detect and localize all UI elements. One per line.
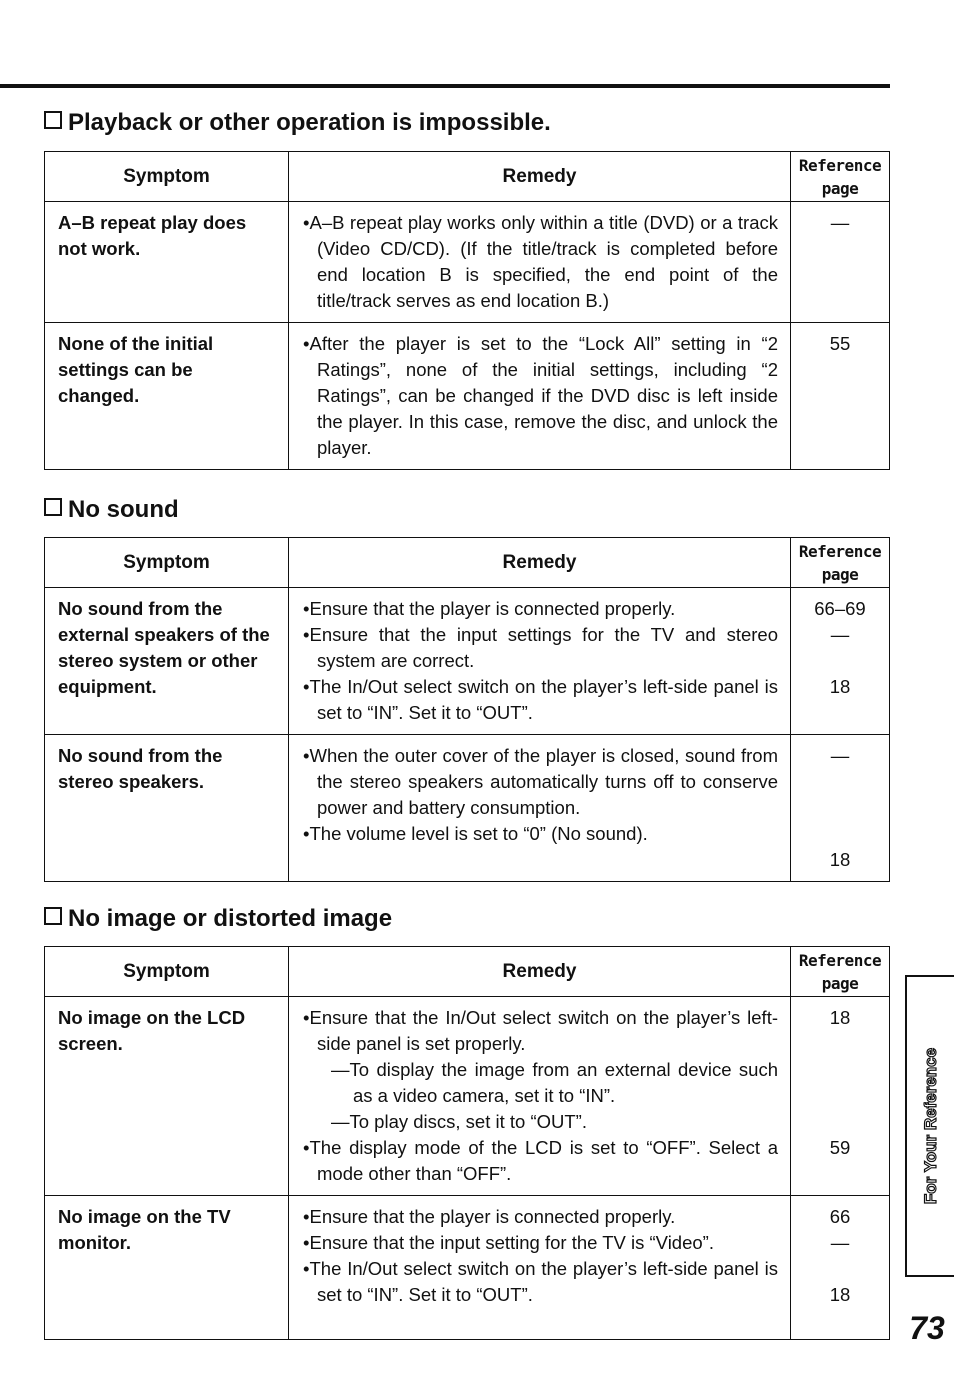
table-row: [45, 1196, 890, 1340]
side-tab-label: For Your Reference: [920, 1047, 940, 1205]
symptom-cell: No sound from the external speakers of the stereo system or other equipment.: [45, 588, 289, 735]
table-row: [45, 997, 890, 1196]
remedy-cell: •A–B repeat play works only within a title (DVD) or a track (Video CD/CD). (If the title/track is completed before end location B is specified, the end point of the title/track serves as end location B.): [289, 202, 791, 323]
reference-cell: 55: [791, 323, 890, 470]
table-row: [45, 323, 890, 470]
table-playback: [44, 151, 890, 470]
header-remedy: Remedy: [289, 538, 791, 588]
header-reference: Reference page: [791, 538, 890, 588]
reference-cell: — 18: [791, 735, 890, 882]
table-header-row: [45, 152, 890, 202]
symptom-cell: None of the initial settings can be changed.: [45, 323, 289, 470]
reference-cell: 18 59: [791, 997, 890, 1196]
top-rule: [0, 84, 890, 88]
header-remedy: Remedy: [289, 152, 791, 202]
header-symptom: Symptom: [45, 152, 289, 202]
table-header-row: [45, 538, 890, 588]
header-remedy: Remedy: [289, 947, 791, 997]
header-reference: Reference page: [791, 947, 890, 997]
table-no-sound: [44, 537, 890, 882]
remedy-cell: •Ensure that the player is connected properly. •Ensure that the input setting for the TV is “Video”. •The In/Out select switch on the player’s left-side panel is set to “IN”. Set it to “OUT”.: [289, 1196, 791, 1340]
table-row: [45, 202, 890, 323]
symptom-cell: A–B repeat play does not work.: [45, 202, 289, 323]
checkbox-square-icon: [44, 907, 62, 925]
table-no-image: [44, 946, 890, 1340]
header-symptom: Symptom: [45, 947, 289, 997]
checkbox-square-icon: [44, 111, 62, 129]
symptom-cell: No image on the LCD screen.: [45, 997, 289, 1196]
header-symptom: Symptom: [45, 538, 289, 588]
table-row: [45, 735, 890, 882]
remedy-cell: •Ensure that the In/Out select switch on the player’s left-side panel is set properly. —To display the image from an external device such as a video camera, set it to “IN”. —To play discs, set it to “OUT”. •The display mode of the LCD is set to “OFF”. Select a mode other than “OFF”.: [289, 997, 791, 1196]
remedy-cell: •After the player is set to the “Lock All” setting in “2 Ratings”, none of the initial settings, including “2 Ratings”, can be changed if the DVD disc is left inside the player. In this case, remove the disc, and unlock the player.: [289, 323, 791, 470]
section-title-no-image: No image or distorted image: [44, 904, 392, 934]
section-title-playback: Playback or other operation is impossible.: [44, 108, 551, 138]
reference-cell: 66–69 — 18: [791, 588, 890, 735]
page-number: 73: [909, 1310, 945, 1346]
symptom-cell: No image on the TV monitor.: [45, 1196, 289, 1340]
section-title-no-sound: No sound: [44, 495, 179, 525]
side-tab-for-your-reference: [905, 975, 954, 1277]
table-header-row: [45, 947, 890, 997]
symptom-cell: No sound from the stereo speakers.: [45, 735, 289, 882]
reference-cell: —: [791, 202, 890, 323]
remedy-cell: •Ensure that the player is connected properly. •Ensure that the input settings for the TV and stereo system are correct. •The In/Out select switch on the player’s left-side panel is set to “IN”. Set it to “OUT”.: [289, 588, 791, 735]
header-reference: Reference page: [791, 152, 890, 202]
reference-cell: 66 — 18: [791, 1196, 890, 1340]
remedy-cell: •When the outer cover of the player is closed, sound from the stereo speakers automatically turns off to conserve power and battery consumption. •The volume level is set to “0” (No sound).: [289, 735, 791, 882]
table-row: [45, 588, 890, 735]
checkbox-square-icon: [44, 498, 62, 516]
